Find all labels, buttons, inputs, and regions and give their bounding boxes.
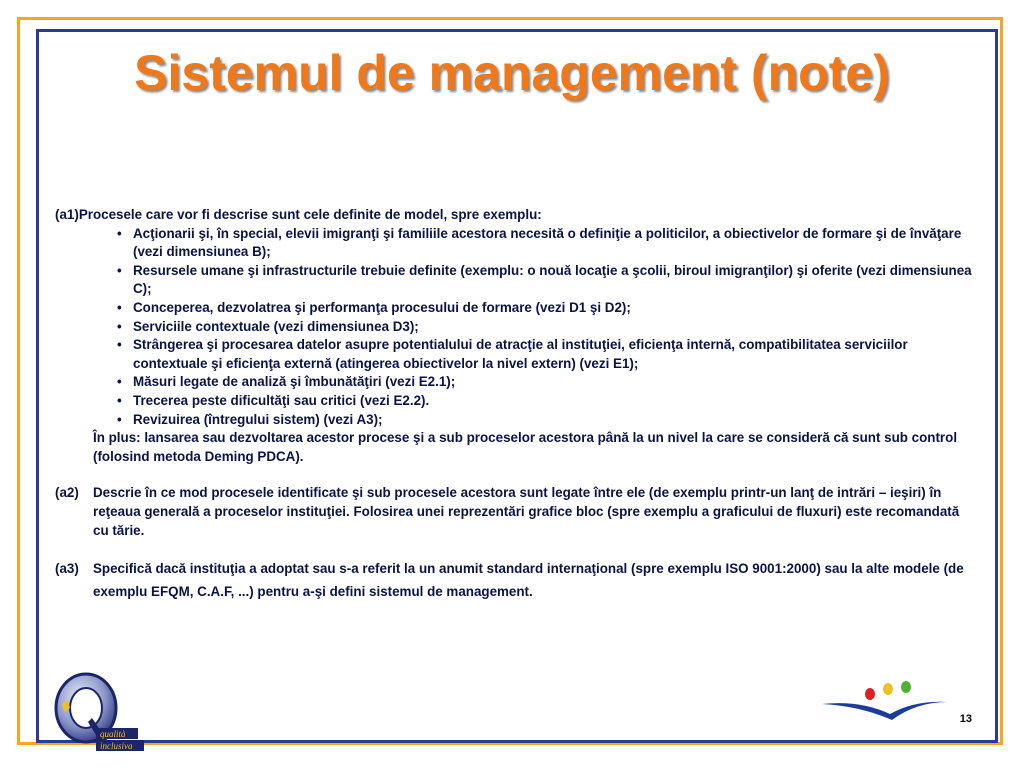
page-number: 13 [959, 713, 972, 725]
bullet-icon: • [117, 299, 122, 315]
bullet-icon: • [117, 374, 122, 390]
a1-bullet-list [55, 225, 975, 430]
program-logo [820, 680, 950, 725]
list-item: • Trecerea peste dificultăţi sau critici (vezi E2.2). [117, 392, 975, 411]
list-item: • Măsuri legate de analiză şi îmbunătăţiri (vezi E2.1); [117, 373, 975, 392]
bullet-icon: • [117, 392, 122, 408]
slide-title: Sistemul de management (note) [134, 45, 890, 101]
a2-tag: (a2) [55, 485, 79, 501]
swoosh-logo-icon [820, 680, 950, 720]
bullet-icon: • [117, 318, 122, 334]
bullet-icon: • [117, 337, 122, 353]
slide-body [55, 206, 975, 603]
list-item: • Strângerea şi procesarea datelor asupre potentialului de atracţie al instituţiei, eficienţa internă, compatibilitatea serviciilor contextuale şi eficienţa externă (atingerea obiectivelor la nivel extern) (vezi E1); [117, 337, 908, 371]
bullet-icon: • [117, 225, 122, 241]
list-item: • Conceperea, dezvolatrea şi performanţa procesului de formare (vezi D1 şi D2); [117, 299, 975, 318]
a1-extra-note: În plus: lansarea sau dezvoltarea acestor procese şi a sub proceselor acestora până la un nivel la care se consideră că sunt sub control (folosind metoda Deming PDCA). [93, 430, 958, 464]
bullet-icon: • [117, 411, 122, 427]
q-logo-icon [48, 670, 148, 754]
a3-paragraph [55, 557, 975, 603]
a2-text: Descrie în ce mod procesele identificate şi sub procesele acestora sunt legate între ele (de exemplu printr-un lanţ de intrări – ieşiri) în reţeaua generală a proceselor instituţiei. Folosirea unei reprezentări grafice bloc (spre exemplu a graficului de fluxuri) este recomandată cu tărie. [93, 485, 960, 538]
list-item: • Acţionarii şi, în special, elevii imigranţi şi familiile acestora necesită o definiţie a politicilor, a obiectivelor de formare şi de învăţare (vezi dimensiunea B); [117, 225, 962, 260]
qualita-inclusiva-logo [48, 670, 148, 759]
svg-text:inclusiva: inclusiva [100, 741, 133, 751]
list-item: • Serviciile contextuale (vezi dimensiunea D3); [117, 318, 975, 337]
a1-intro: (a1)Procesele care vor fi descrise sunt cele definite de model, spre exemplu: [55, 207, 542, 222]
list-item: • Revizuirea (întregului sistem) (vezi A3); [117, 411, 975, 430]
bullet-icon: • [117, 262, 122, 278]
a3-tag: (a3) [55, 561, 79, 577]
svg-text:qualità: qualità [100, 729, 126, 739]
list-item: • Resursele umane şi infrastructurile trebuie definite (exemplu: o nouă locaţie a şcolii, biroul imigranţilor) şi oferite (vezi dimensiunea C); [117, 262, 972, 297]
a2-paragraph [55, 484, 975, 540]
a3-text: Specifică dacă instituţia a adoptat sau s-a referit la un anumit standard internaţional (spre exemplu ISO 9001:2000) sau la alte modele (de exemplu EFQM, C.A.F, ...) pentru a-şi defini sistemul de management. [93, 561, 964, 600]
